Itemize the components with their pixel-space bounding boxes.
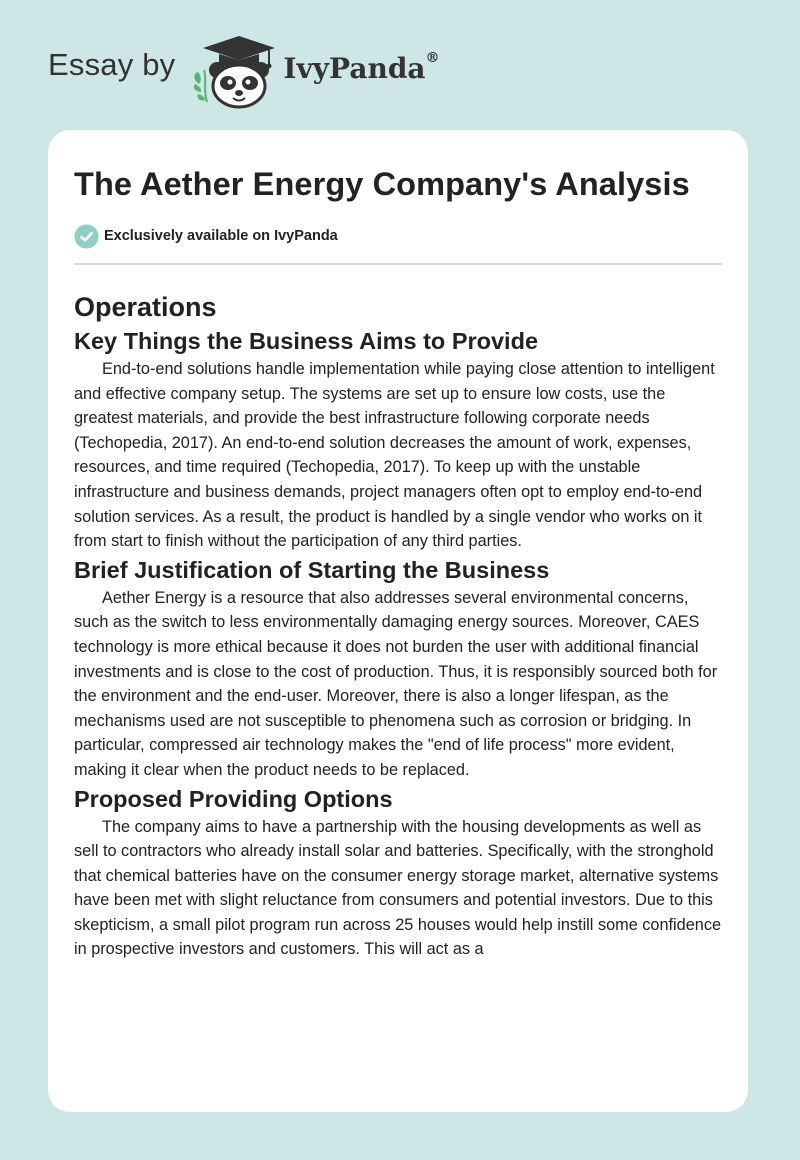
subsection-heading: Brief Justification of Starting the Business [74, 556, 550, 583]
panda-graduate-logo-icon [189, 30, 281, 110]
subsection-heading: Key Things the Business Aims to Provide [74, 328, 539, 354]
brand-name-text: IvyPanda [283, 51, 426, 85]
brand-header [48, 30, 440, 110]
section-heading-operations: Operations [74, 292, 217, 322]
exclusive-notice [74, 223, 722, 249]
paragraph: Aether Energy is a resource that also addresses several environmental concerns, such as the switch to less environmentally damaging energy sources. Moreover, CAES technology is more ethical because it does not burden the user with additional financial investments and is close to the cost of production. Thus, it is responsibly sourced both for the environment and the end-user. Moreover, there is also a longer lifespan, as the mechanisms used are not susceptible to phenomena such as corrosion or bridging. In particular, compressed air technology makes the "end of life process" more evident, making it clear when the product needs to be replaced. [74, 588, 718, 779]
paragraph: The company aims to have a partnership with the housing developments as well as sell to contractors who already install solar and batteries. Specifically, with the stronghold that chemical batteries have on the consumer energy storage market, alternative systems have been met with slight reluctance from consumers and potential investors. Due to this skepticism, a small pilot program run across 25 houses would help instill some confidence in prospective investors and customers. This will act as a [74, 817, 722, 959]
divider [74, 263, 722, 265]
essay-card [48, 130, 748, 1112]
exclusive-label: Exclusively available on IvyPanda [104, 228, 338, 244]
check-badge-icon [74, 224, 99, 249]
registered-mark: ® [425, 49, 440, 66]
page-title: The Aether Energy Company's Analysis [74, 166, 690, 202]
paragraph: End-to-end solutions handle implementation while paying close attention to intelligent and effective company setup. The systems are set up to ensure low costs, use the greatest materials, and provide the best infrastructure following corporate needs (Techopedia, 2017). An end-to-end solution decreases the amount of work, expenses, resources, and time required (Techopedia, 2017). To keep up with the unstable infrastructure and business demands, project managers often opt to employ end-to-end solution services. As a result, the product is handled by a single vendor who works on it from start to finish without the participation of any third parties. [74, 360, 715, 551]
subsection-heading: Proposed Providing Options [74, 785, 393, 812]
brand-prefix: Essay by [48, 47, 176, 82]
brand-name [283, 49, 440, 85]
